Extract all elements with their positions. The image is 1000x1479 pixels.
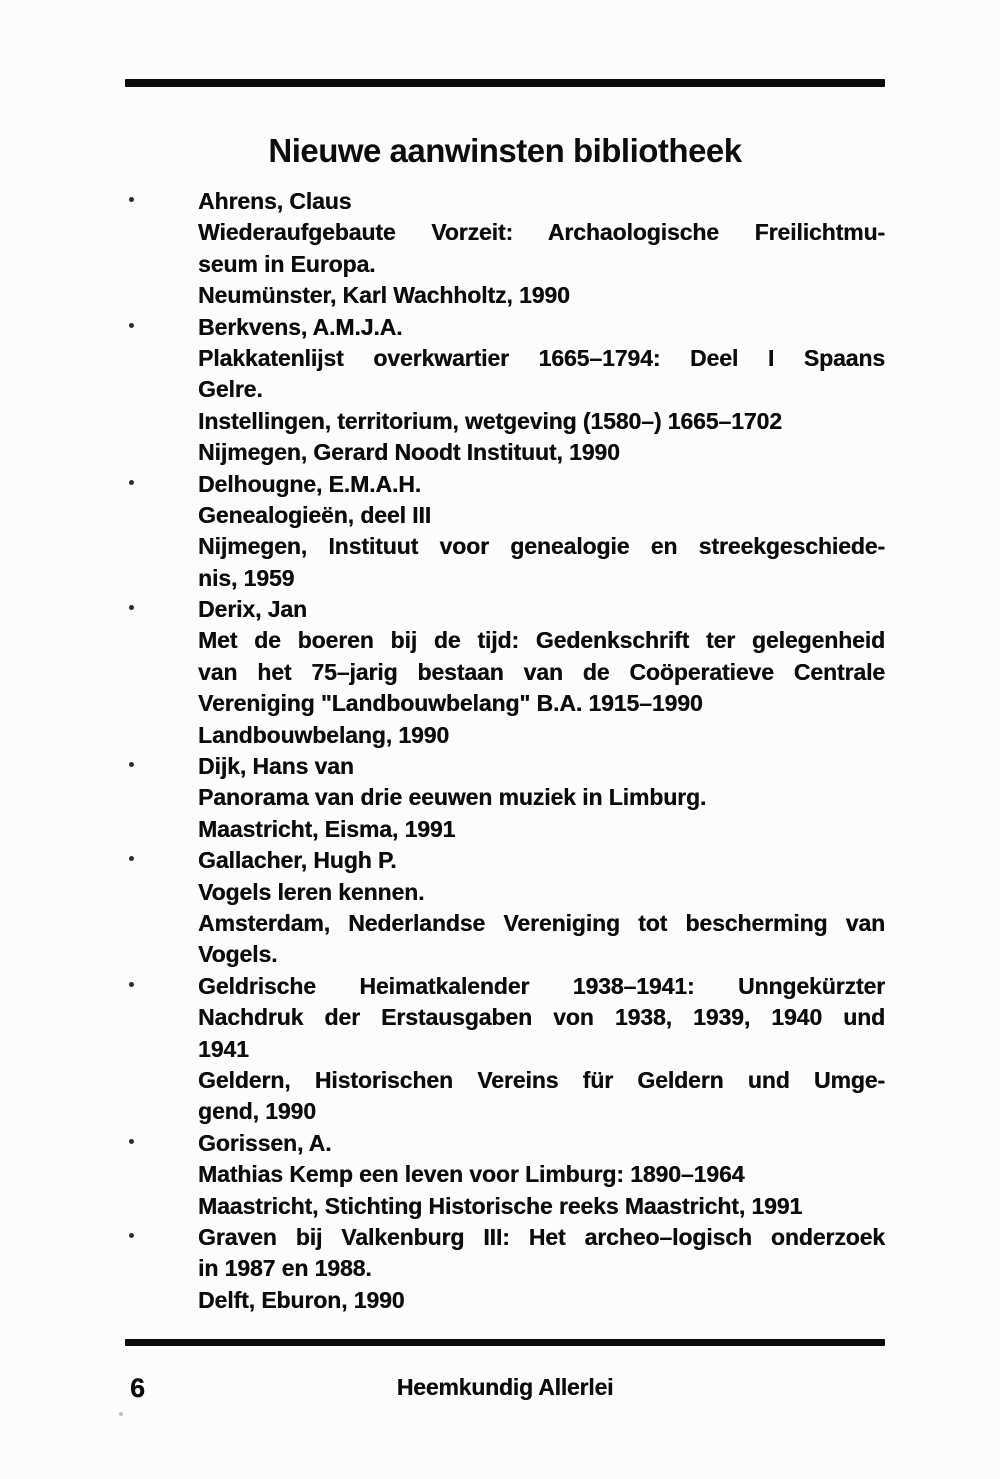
entry-line: Plakkatenlijst overkwartier 1665–1794: Deel I Spaans [198, 344, 885, 371]
entry-line: Nachdruk der Erstausgaben von 1938, 1939, 1940 und [198, 1004, 885, 1031]
entry-line: Graven bij Valkenburg III: Het archeo–logisch onderzoek [198, 1223, 885, 1250]
bullet-column [125, 469, 198, 485]
entry-line: Vogels leren kennen. [198, 878, 425, 905]
entry-line: in 1987 en 1988. [198, 1255, 372, 1282]
entry-lines [198, 751, 885, 845]
entry-line: Nijmegen, Gerard Noodt Instituut, 1990 [198, 439, 620, 466]
entry-line: Maastricht, Eisma, 1991 [198, 815, 456, 842]
entry-line: Vogels. [198, 941, 278, 968]
page-title: Nieuwe aanwinsten bibliotheek [268, 132, 742, 170]
entry-line: Delhougne, E.M.A.H. [198, 470, 421, 497]
entry-line: Gelre. [198, 376, 263, 403]
bullet-column [125, 186, 198, 202]
entry-line: Ahrens, Claus [198, 188, 352, 214]
list-item [125, 751, 885, 845]
entry-lines [198, 1128, 885, 1222]
list-item [125, 469, 885, 595]
bullet-icon [129, 762, 134, 767]
bullet-column [125, 751, 198, 767]
list-item [125, 971, 885, 1128]
scan-artifact-dot [119, 1412, 123, 1416]
bottom-rule [125, 1339, 885, 1346]
entry-line: Geldern, Historischen Vereins für Geldern und Umge- [198, 1066, 885, 1093]
entry-line: gend, 1990 [198, 1098, 316, 1125]
entry-lines [198, 1222, 885, 1316]
entry-line: Gallacher, Hugh P. [198, 847, 397, 874]
bullet-icon [129, 1139, 134, 1144]
entry-line: Maastricht, Stichting Historische reeks Maastricht, 1991 [198, 1192, 803, 1219]
acquisitions-list [125, 186, 885, 1316]
bullet-icon [129, 323, 134, 328]
entry-lines [198, 312, 885, 469]
entry-line: Instellingen, territorium, wetgeving (1580–) 1665–1702 [198, 407, 782, 434]
entry-lines [198, 469, 885, 595]
bullet-column [125, 1222, 198, 1238]
entry-line: Neumünster, Karl Wachholtz, 1990 [198, 282, 570, 309]
entry-line: Berkvens, A.M.J.A. [198, 313, 403, 340]
bullet-icon [129, 605, 134, 610]
top-rule [125, 79, 885, 87]
bullet-icon [129, 197, 134, 202]
bullet-icon [129, 856, 134, 861]
entry-line: Gorissen, A. [198, 1129, 332, 1156]
entry-lines [198, 971, 885, 1128]
bullet-column [125, 312, 198, 328]
entry-line: van het 75–jarig bestaan van de Coöperatieve Centrale [198, 658, 885, 685]
entry-line: Dijk, Hans van [198, 753, 354, 780]
entry-line: Panorama van drie eeuwen muziek in Limburg. [198, 784, 707, 811]
bullet-icon [129, 480, 134, 485]
list-item [125, 1128, 885, 1222]
entry-line: nis, 1959 [198, 564, 295, 591]
journal-footer-title: Heemkundig Allerlei [396, 1374, 614, 1400]
entry-line: Amsterdam, Nederlandse Vereniging tot bescherming van [198, 909, 885, 936]
entry-line: Mathias Kemp een leven voor Limburg: 1890–1964 [198, 1161, 745, 1188]
entry-line: Derix, Jan [198, 596, 307, 623]
list-item [125, 312, 885, 469]
list-item [125, 845, 885, 971]
entry-line: Geldrische Heimatkalender 1938–1941: Unngekürzter [198, 972, 885, 999]
list-item [125, 186, 885, 312]
bullet-column [125, 845, 198, 861]
bullet-column [125, 971, 198, 987]
bullet-icon [129, 1233, 134, 1238]
entry-lines [198, 845, 885, 971]
entry-line: 1941 [198, 1035, 249, 1062]
entry-line: Genealogieën, deel III [198, 501, 431, 528]
entry-line: Met de boeren bij de tijd: Gedenkschrift ter gelegenheid [198, 627, 885, 654]
list-item [125, 1222, 885, 1316]
entry-line: Vereniging "Landbouwbelang" B.A. 1915–1990 [198, 690, 703, 717]
entry-line: seum in Europa. [198, 250, 376, 277]
entry-line: Nijmegen, Instituut voor genealogie en streekgeschiede- [198, 533, 885, 560]
page-number: 6 [130, 1373, 146, 1403]
bullet-column [125, 1128, 198, 1144]
entry-lines [198, 186, 885, 312]
bullet-icon [129, 982, 134, 987]
entry-lines [198, 594, 885, 751]
bullet-column [125, 594, 198, 610]
entry-line: Wiederaufgebaute Vorzeit: Archaologische Freilichtmu- [198, 219, 885, 246]
list-item [125, 594, 885, 751]
entry-line: Landbouwbelang, 1990 [198, 721, 450, 748]
entry-line: Delft, Eburon, 1990 [198, 1286, 405, 1313]
